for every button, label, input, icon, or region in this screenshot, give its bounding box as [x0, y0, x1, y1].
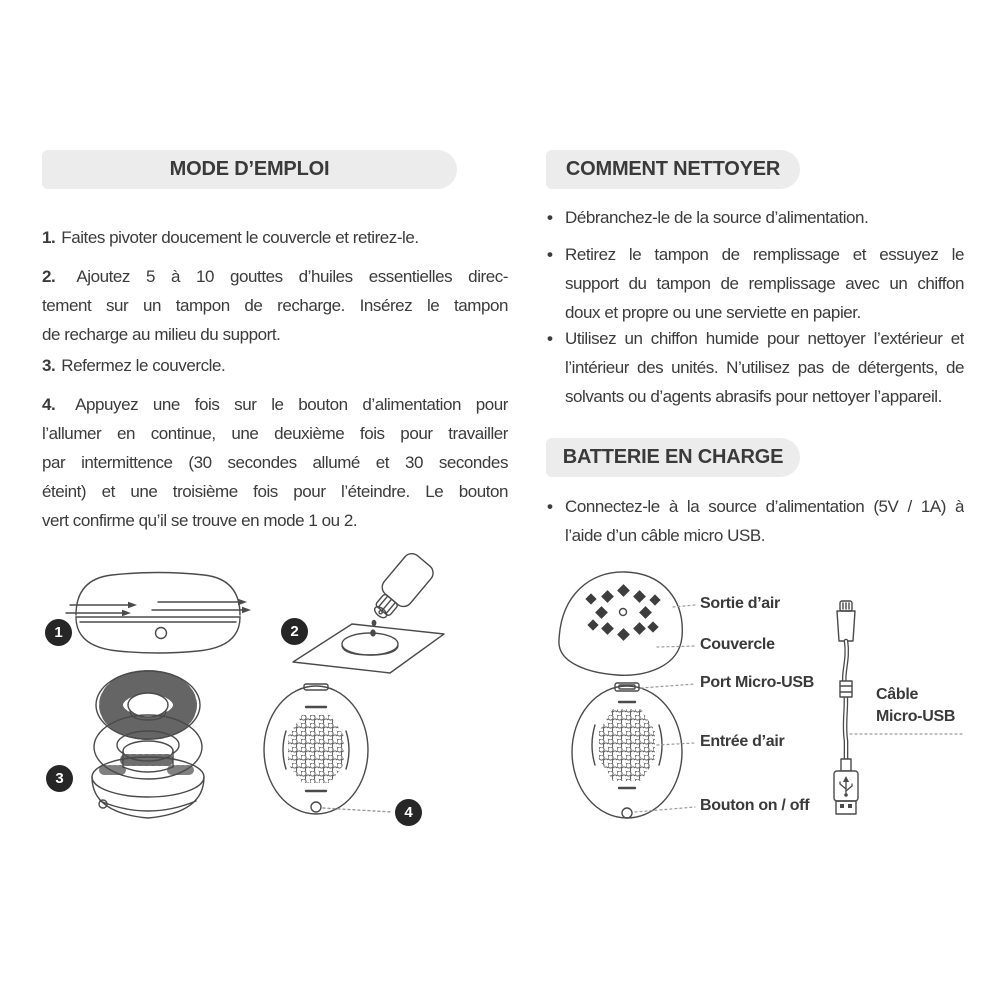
diagram-exploded-view	[92, 671, 204, 818]
label-air-inlet: Entrée d’air	[700, 733, 785, 750]
text-line: 2. Ajoutez 5 à 10 gouttes d’huiles essentielles direc-	[42, 267, 508, 286]
clean-bullet-2	[546, 240, 964, 327]
clean-bullet-1	[546, 203, 964, 232]
step-badge-3: 3	[46, 765, 73, 792]
text-line: solvants ou d’agents abrasifs pour nettoyer l’appareil.	[565, 387, 942, 406]
bullet-dot: •	[547, 329, 553, 348]
micro-usb-cable-drawing	[834, 601, 858, 814]
battery-bullet-1	[546, 492, 964, 550]
step-number: 2.	[42, 267, 56, 286]
label-cable-line2: Micro-USB	[876, 708, 956, 725]
text-line: vert confirme qu’il se trouve en mode 1 ou 2.	[42, 511, 358, 530]
bullet-dot: •	[547, 245, 553, 264]
step-3	[42, 351, 508, 380]
diagram-add-oil	[293, 550, 444, 673]
label-power-button: Bouton on / off	[700, 797, 810, 814]
instruction-diagrams-illustration	[40, 555, 465, 840]
text-line: tement sur un tampon de recharge. Insérez le tampon	[42, 296, 508, 315]
step-2	[42, 262, 508, 349]
text-line: l’aide d’un câble micro USB.	[565, 526, 765, 545]
step-number: 3.	[42, 356, 56, 375]
step-badge-1: 1	[45, 619, 72, 646]
text-line: doux et propre ou une serviette en papier.	[565, 303, 861, 322]
step-1	[42, 223, 508, 252]
body-drawing	[572, 683, 682, 818]
text-line: par intermittence (30 secondes allumé et 30 secondes	[42, 453, 508, 472]
text-line: éteint) et une troisième fois pour l’éteindre. Le bouton	[42, 482, 508, 501]
label-air-outlet: Sortie d’air	[700, 595, 780, 612]
text-line: l’allumer en continue, une deuxième fois pour travailler	[42, 424, 508, 443]
label-cable	[876, 686, 955, 726]
bullet-dot: •	[547, 497, 553, 516]
label-usb-port: Port Micro-USB	[700, 674, 815, 691]
step-number: 1.	[42, 228, 56, 247]
label-lid: Couvercle	[700, 636, 775, 653]
lid-dome-drawing	[559, 572, 682, 675]
step-number: 4.	[42, 395, 56, 414]
bullet-dot: •	[547, 208, 553, 227]
step-badge-2: 2	[281, 618, 308, 645]
text-line: de recharge au milieu du support.	[42, 325, 281, 344]
text-line: Connectez-le à la source d’alimentation (5V / 1A) à	[565, 497, 964, 516]
text-line: Retirez le tampon de remplissage et essuyez le	[565, 245, 964, 264]
text-line: Utilisez un chiffon humide pour nettoyer l’extérieur et	[565, 329, 964, 348]
label-cable-line1: Câble	[876, 686, 919, 703]
text-line: l’intérieur des unités. N’utilisez pas de détergents, de	[565, 358, 964, 377]
text-line: 1. Faites pivoter doucement le couvercle et retirez-le.	[42, 228, 419, 247]
clean-bullet-3	[546, 324, 964, 411]
text-line: 3. Refermez le couvercle.	[42, 356, 226, 375]
text-line: support du tampon de remplissage avec un chiffon	[565, 274, 964, 293]
section-header-batterie-en-charge: BATTERIE EN CHARGE	[546, 438, 800, 477]
step-badge-4: 4	[395, 799, 422, 826]
step-4	[42, 390, 508, 535]
diagram-bottom-view	[264, 684, 392, 814]
air-outlet-mesh	[585, 584, 660, 641]
text-line: 4. Appuyez une fois sur le bouton d’alimentation pour	[42, 395, 508, 414]
section-header-comment-nettoyer: COMMENT NETTOYER	[546, 150, 800, 189]
diagram-rotate-lid	[66, 573, 251, 654]
section-header-mode-demploi: MODE D’EMPLOI	[42, 150, 457, 189]
text-line: Débranchez-le de la source d’alimentation.	[565, 208, 869, 227]
